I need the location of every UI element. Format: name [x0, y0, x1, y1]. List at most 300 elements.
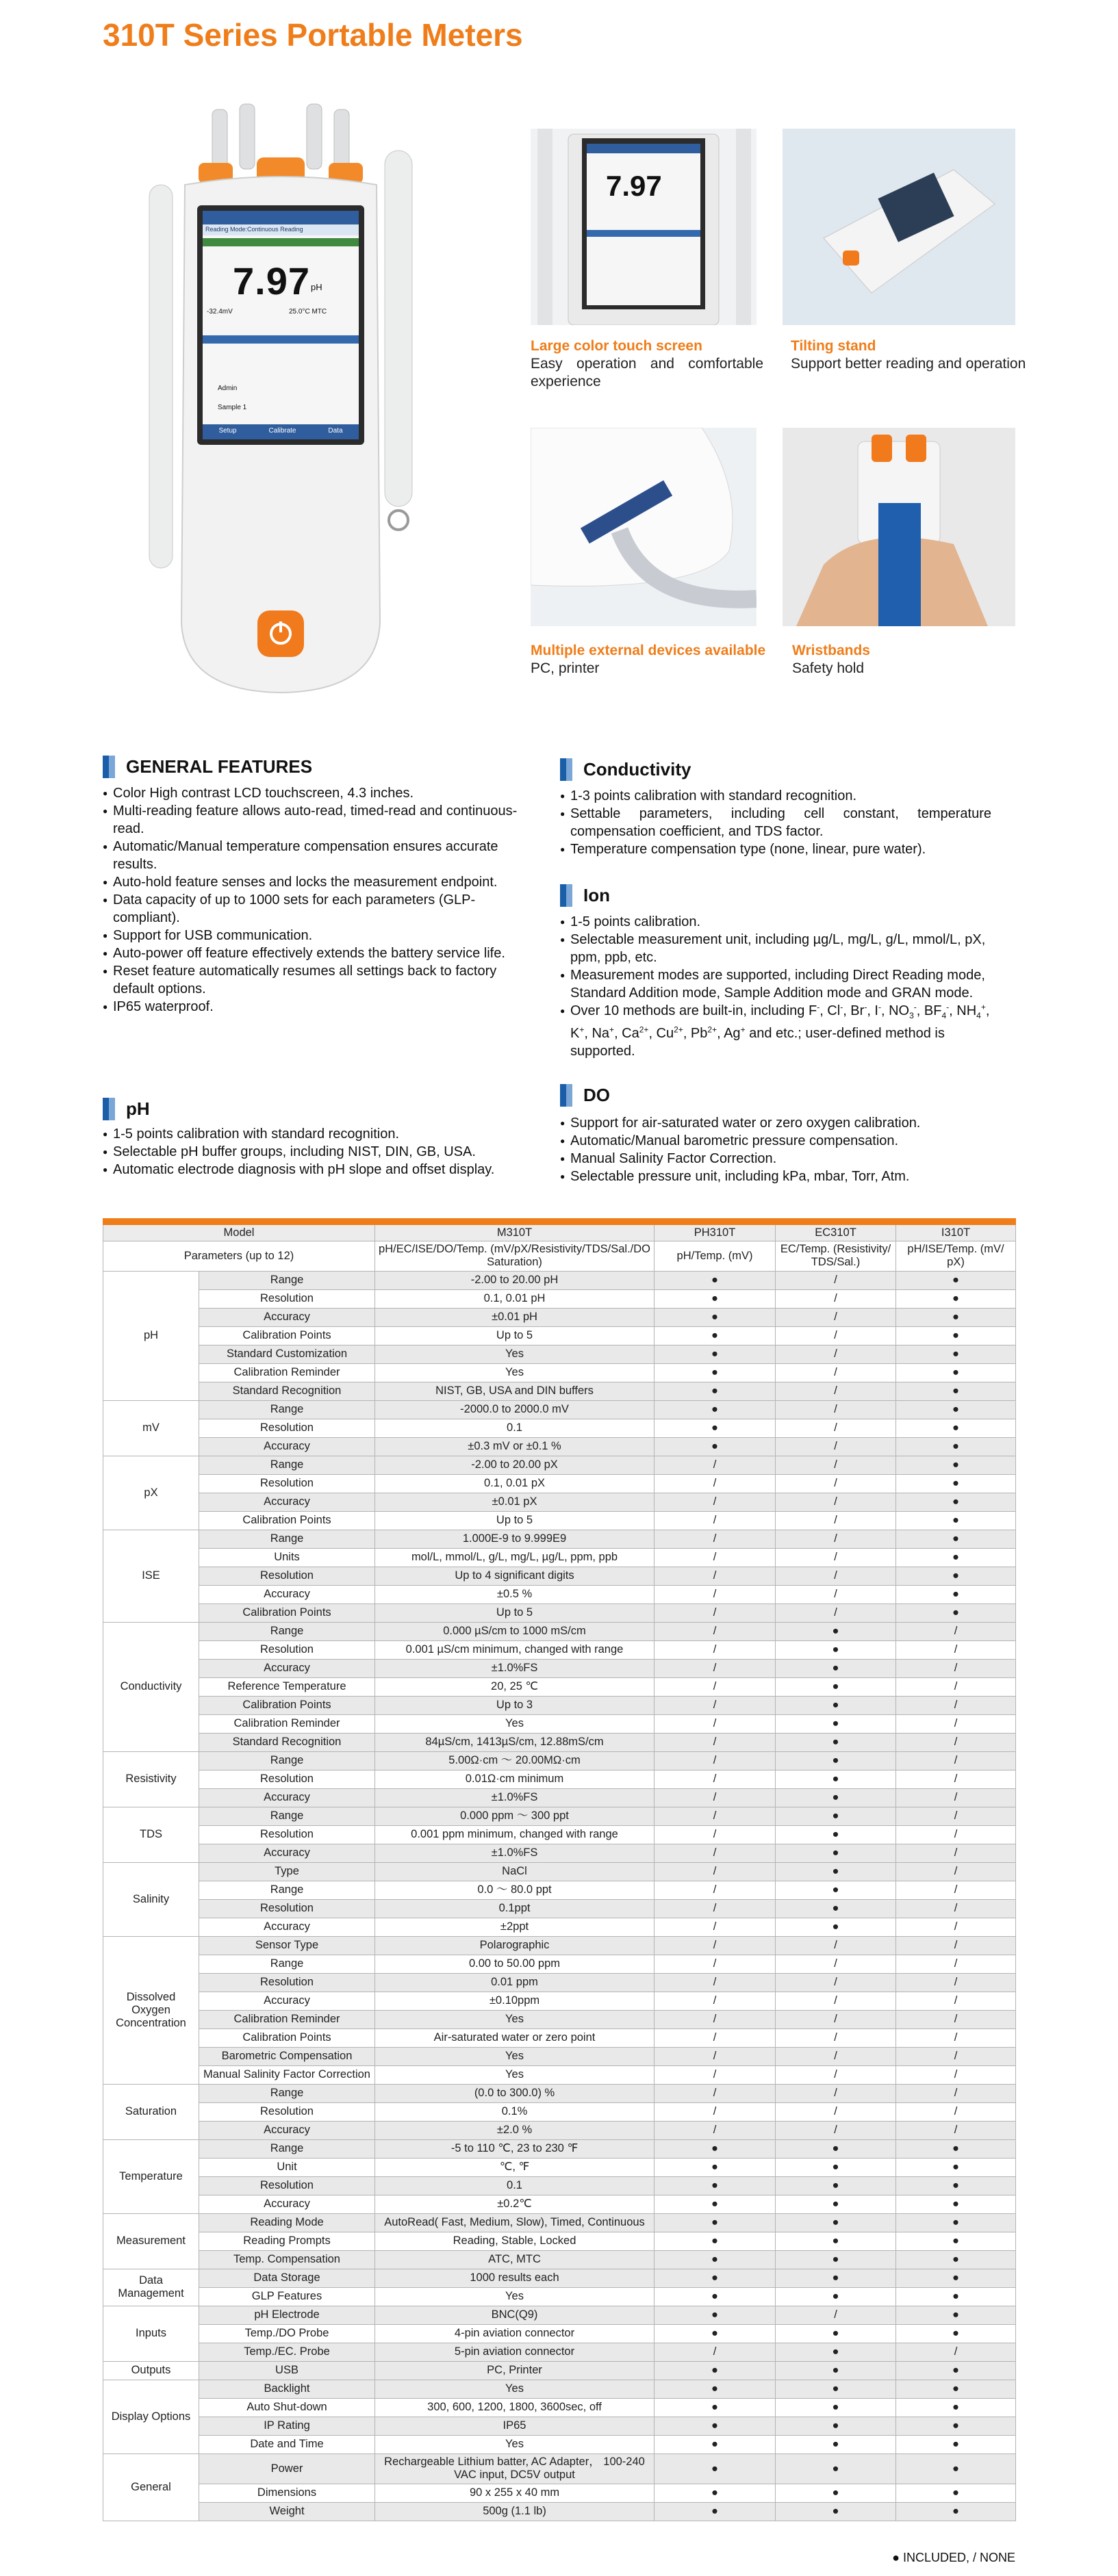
list-item: ● Selectable pH buffer groups, including NIST, DIN, GB, USA. — [103, 1143, 541, 1161]
table-cell: IP65 — [375, 2417, 655, 2435]
table-cell: 0.01Ω·cm minimum — [375, 1770, 655, 1788]
table-group-label: pH — [103, 1271, 199, 1400]
table-row — [103, 1881, 1016, 1899]
screen-temp: 25.0°C MTC — [289, 308, 327, 315]
table-cell: ±2.0 % — [375, 2121, 655, 2139]
table-cell: ● — [776, 1696, 896, 1714]
table-group-label: TDS — [103, 1807, 199, 1862]
table-cell: / — [655, 1844, 776, 1862]
table-cell: ● — [655, 2398, 776, 2417]
table-cell: Yes — [375, 2380, 655, 2398]
table-cell: Range — [199, 1881, 375, 1899]
table-cell: 1000 results each — [375, 2269, 655, 2287]
table-cell: ● — [655, 1419, 776, 1437]
table-cell: / — [896, 2343, 1016, 2361]
table-cell: / — [655, 1677, 776, 1696]
table-cell: / — [655, 1511, 776, 1530]
table-cell: ● — [896, 2232, 1016, 2250]
do-list — [560, 1114, 998, 1185]
table-header: PH310T — [655, 1222, 776, 1241]
table-cell: ● — [896, 2158, 1016, 2176]
table-group-label: Display Options — [103, 2380, 199, 2453]
table-cell: ● — [776, 1677, 896, 1696]
table-cell: / — [896, 2028, 1016, 2047]
screen-user: Admin — [218, 385, 238, 392]
table-cell: Calibration Reminder — [199, 2010, 375, 2028]
table-cell: / — [776, 1603, 896, 1622]
table-cell: / — [776, 1289, 896, 1308]
table-cell: Up to 4 significant digits — [375, 1567, 655, 1585]
table-cell: ● — [655, 2269, 776, 2287]
table-cell: / — [655, 1899, 776, 1918]
table-cell: Sensor Type — [199, 1936, 375, 1955]
screen-menu-data: Data — [328, 427, 343, 435]
table-cell: ● — [776, 2484, 896, 2502]
table-cell: / — [776, 1567, 896, 1585]
conductivity-list — [560, 787, 991, 858]
table-cell: / — [896, 1844, 1016, 1862]
table-header: I310T — [896, 1222, 1016, 1241]
feature-title-tilting-stand: Tilting stand — [791, 338, 876, 354]
table-row — [103, 1770, 1016, 1788]
heading-bar-icon — [560, 758, 572, 781]
list-item: ● Selectable measurement unit, including µg/L, mg/L, g/L, mmol/L, pX, ppm, ppb, etc. — [560, 931, 1002, 966]
table-row — [103, 1530, 1016, 1548]
table-cell: Range — [199, 1955, 375, 1973]
list-item: ● Auto-power off feature effectively extends the battery service life. — [103, 944, 535, 962]
table-cell: Up to 3 — [375, 1696, 655, 1714]
table-cell: Accuracy — [199, 1585, 375, 1603]
table-cell: Data Storage — [199, 2269, 375, 2287]
table-cell: 500g (1.1 lb) — [375, 2502, 655, 2521]
heading-bar-icon — [103, 756, 115, 778]
table-cell: / — [896, 1696, 1016, 1714]
table-row — [103, 1326, 1016, 1345]
table-row — [103, 2047, 1016, 2065]
table-row — [103, 1567, 1016, 1585]
table-cell: Reference Temperature — [199, 1677, 375, 1696]
table-cell: / — [655, 1825, 776, 1844]
list-item: ● Multi-reading feature allows auto-read, timed-read and continuous-read. — [103, 802, 535, 838]
table-cell: ● — [896, 1603, 1016, 1622]
table-cell: / — [896, 2010, 1016, 2028]
table-row — [103, 1659, 1016, 1677]
table-cell: (0.0 to 300.0) % — [375, 2084, 655, 2102]
table-group-label: Measurement — [103, 2213, 199, 2269]
table-cell: ● — [896, 2417, 1016, 2435]
table-cell: ● — [896, 2398, 1016, 2417]
table-cell: USB — [199, 2361, 375, 2380]
table-cell: mol/L, mmol/L, g/L, mg/L, µg/L, ppm, ppb — [375, 1548, 655, 1567]
table-cell: Resolution — [199, 1770, 375, 1788]
table-cell: ● — [776, 1844, 896, 1862]
screen-menu — [203, 427, 359, 435]
table-row — [103, 1677, 1016, 1696]
table-cell: Yes — [375, 1714, 655, 1733]
table-cell: Yes — [375, 2287, 655, 2306]
table-row — [103, 1603, 1016, 1622]
table-cell: / — [896, 1659, 1016, 1677]
table-cell: Polarographic — [375, 1936, 655, 1955]
table-cell: IP Rating — [199, 2417, 375, 2435]
list-item: ● 1-5 points calibration with standard recognition. — [103, 1125, 541, 1143]
table-cell: ● — [776, 2380, 896, 2398]
table-cell: / — [776, 2010, 896, 2028]
table-cell: / — [655, 1622, 776, 1640]
list-item: ● 1-3 points calibration with standard recognition. — [560, 787, 991, 805]
table-cell: ±1.0%FS — [375, 1659, 655, 1677]
table-cell: Calibration Reminder — [199, 1714, 375, 1733]
table-cell: ● — [896, 2176, 1016, 2195]
table-row — [103, 2084, 1016, 2102]
table-cell: ● — [896, 1363, 1016, 1382]
table-cell: ● — [896, 1289, 1016, 1308]
table-cell: ● — [655, 2158, 776, 2176]
table-cell: ● — [896, 1585, 1016, 1603]
table-cell: Backlight — [199, 2380, 375, 2398]
table-row — [103, 1955, 1016, 1973]
section-heading-conductivity: Conductivity — [560, 758, 691, 781]
table-cell: Range — [199, 1456, 375, 1474]
table-cell: 90 x 255 x 40 mm — [375, 2484, 655, 2502]
table-cell: Resolution — [199, 1474, 375, 1493]
table-cell: / — [655, 1474, 776, 1493]
section-heading-ph: pH — [103, 1098, 150, 1120]
table-cell: / — [655, 1751, 776, 1770]
table-cell: / — [655, 1585, 776, 1603]
table-cell: ● — [776, 2417, 896, 2435]
table-cell: ● — [896, 1326, 1016, 1345]
table-row — [103, 2484, 1016, 2502]
table-group-label: Temperature — [103, 2139, 199, 2213]
table-cell: ±0.01 pH — [375, 1308, 655, 1326]
table-cell: Resolution — [199, 1825, 375, 1844]
table-cell: ● — [655, 1289, 776, 1308]
table-cell: / — [655, 1456, 776, 1474]
table-cell: ● — [776, 2158, 896, 2176]
table-cell: / — [776, 1271, 896, 1289]
table-cell: / — [655, 1640, 776, 1659]
table-cell: ● — [655, 2324, 776, 2343]
table-legend: ● INCLUDED, / NONE — [892, 2551, 1015, 2564]
table-cell: Resolution — [199, 1640, 375, 1659]
table-cell: / — [776, 1437, 896, 1456]
table-cell: Yes — [375, 2065, 655, 2084]
table-cell: / — [776, 2065, 896, 2084]
table-cell: / — [655, 2065, 776, 2084]
table-row — [103, 1511, 1016, 1530]
table-row — [103, 2139, 1016, 2158]
table-row — [103, 2306, 1016, 2324]
table-cell: Up to 5 — [375, 1603, 655, 1622]
table-cell: ● — [896, 1567, 1016, 1585]
table-cell: 5-pin aviation connector — [375, 2343, 655, 2361]
table-cell: / — [776, 1992, 896, 2010]
table-cell: ● — [896, 2287, 1016, 2306]
table-cell: Accuracy — [199, 1788, 375, 1807]
table-cell: ● — [776, 2435, 896, 2453]
table-cell: ● — [655, 1400, 776, 1419]
table-cell: / — [776, 1548, 896, 1567]
table-row — [103, 1844, 1016, 1862]
table-row — [103, 1308, 1016, 1326]
table-cell: ● — [776, 1714, 896, 1733]
table-cell: 0.001 ppm minimum, changed with range — [375, 1825, 655, 1844]
table-cell: Auto Shut-down — [199, 2398, 375, 2417]
table-row — [103, 1751, 1016, 1770]
table-cell: / — [655, 1918, 776, 1936]
table-cell: / — [896, 1788, 1016, 1807]
table-cell: / — [655, 1936, 776, 1955]
table-cell: / — [655, 1992, 776, 2010]
table-cell: 0.1 — [375, 1419, 655, 1437]
table-cell: Accuracy — [199, 1992, 375, 2010]
table-cell: Yes — [375, 2047, 655, 2065]
table-row — [103, 1807, 1016, 1825]
table-cell: ±0.2℃ — [375, 2195, 655, 2213]
table-cell: 0.1 — [375, 2176, 655, 2195]
table-row — [103, 2028, 1016, 2047]
table-cell: ● — [776, 2398, 896, 2417]
table-group-label: mV — [103, 1400, 199, 1456]
table-row — [103, 1548, 1016, 1567]
table-cell: ● — [655, 2484, 776, 2502]
table-group-label: Outputs — [103, 2361, 199, 2380]
table-cell: NIST, GB, USA and DIN buffers — [375, 1382, 655, 1400]
table-cell: ● — [896, 2502, 1016, 2521]
table-cell: -2.00 to 20.00 pX — [375, 1456, 655, 1474]
table-cell: Calibration Reminder — [199, 1363, 375, 1382]
list-item: ● Reset feature automatically resumes all settings back to factory default options. — [103, 962, 535, 998]
table-row — [103, 1419, 1016, 1437]
table-cell: ● — [776, 2324, 896, 2343]
table-row — [103, 1899, 1016, 1918]
table-cell: / — [776, 2306, 896, 2324]
table-cell: ±0.3 mV or ±0.1 % — [375, 1437, 655, 1456]
screen-menu-setup: Setup — [218, 427, 237, 435]
table-cell: / — [776, 1955, 896, 1973]
table-cell: ● — [776, 1825, 896, 1844]
table-cell: Accuracy — [199, 2195, 375, 2213]
table-cell: 5.00Ω·cm ～ 20.00MΩ·cm — [375, 1751, 655, 1770]
table-cell: 0.01 ppm — [375, 1973, 655, 1992]
table-cell: Up to 5 — [375, 1326, 655, 1345]
table-cell: ● — [655, 2176, 776, 2195]
table-header: EC310T — [776, 1222, 896, 1241]
table-cell: / — [896, 2065, 1016, 2084]
section-heading-do: DO — [560, 1084, 610, 1107]
table-row — [103, 2121, 1016, 2139]
table-cell: Accuracy — [199, 1844, 375, 1862]
table-cell: ● — [776, 1622, 896, 1640]
table-cell: ● — [655, 2380, 776, 2398]
table-cell: ● — [655, 2195, 776, 2213]
table-cell: Accuracy — [199, 1493, 375, 1511]
table-row — [103, 1733, 1016, 1751]
table-row — [103, 2195, 1016, 2213]
table-cell: ATC, MTC — [375, 2250, 655, 2269]
table-row — [103, 1585, 1016, 1603]
table-cell: -5 to 110 ℃, 23 to 230 ℉ — [375, 2139, 655, 2158]
table-group-label: Inputs — [103, 2306, 199, 2361]
table-cell: ● — [776, 2269, 896, 2287]
table-cell: ±0.10ppm — [375, 1992, 655, 2010]
table-row — [103, 2176, 1016, 2195]
table-cell: Resolution — [199, 2176, 375, 2195]
product-image-meter — [144, 103, 418, 698]
table-cell: Range — [199, 2084, 375, 2102]
table-cell: / — [776, 1456, 896, 1474]
table-row — [103, 2380, 1016, 2398]
table-cell: ● — [655, 1382, 776, 1400]
table-row — [103, 1622, 1016, 1640]
svg-text:7.97: 7.97 — [606, 170, 662, 202]
table-cell: ● — [776, 1899, 896, 1918]
table-cell: / — [655, 1955, 776, 1973]
table-row — [103, 2232, 1016, 2250]
table-group-label: General — [103, 2453, 199, 2521]
table-cell: / — [896, 1918, 1016, 1936]
list-item: ● Data capacity of up to 1000 sets for each parameters (GLP-compliant). — [103, 891, 535, 927]
table-cell: BNC(Q9) — [375, 2306, 655, 2324]
table-cell: Resolution — [199, 1567, 375, 1585]
table-cell: ● — [896, 2484, 1016, 2502]
table-cell: / — [655, 2084, 776, 2102]
general-features-list — [103, 784, 535, 1016]
ph-list — [103, 1125, 541, 1178]
table-cell: ● — [896, 1474, 1016, 1493]
screen-unit: pH — [311, 282, 322, 292]
table-cell: ● — [655, 1345, 776, 1363]
table-cell: Yes — [375, 2010, 655, 2028]
table-cell: 4-pin aviation connector — [375, 2324, 655, 2343]
section-heading-general: GENERAL FEATURES — [103, 756, 312, 778]
table-cell: / — [655, 1567, 776, 1585]
table-cell: / — [776, 1400, 896, 1419]
table-cell: / — [896, 1807, 1016, 1825]
table-cell: Date and Time — [199, 2435, 375, 2453]
table-cell: / — [655, 2343, 776, 2361]
table-cell: / — [655, 1659, 776, 1677]
screen-mv: -32.4mV — [207, 308, 233, 315]
table-cell: ● — [655, 2213, 776, 2232]
table-cell: ● — [896, 2269, 1016, 2287]
table-cell: -2000.0 to 2000.0 mV — [375, 1400, 655, 1419]
table-cell: AutoRead( Fast, Medium, Slow), Timed, Continuous — [375, 2213, 655, 2232]
table-cell: ● — [655, 2435, 776, 2453]
table-cell: ±0.01 pX — [375, 1493, 655, 1511]
table-cell: / — [655, 1603, 776, 1622]
table-cell: 1.000E-9 to 9.999E9 — [375, 1530, 655, 1548]
table-cell: 0.000 µS/cm to 1000 mS/cm — [375, 1622, 655, 1640]
table-cell: Standard Recognition — [199, 1733, 375, 1751]
table-cell: Range — [199, 1622, 375, 1640]
table-cell: Air-saturated water or zero point — [375, 2028, 655, 2047]
table-cell: / — [655, 1548, 776, 1567]
feature-title-wristbands: Wristbands — [792, 643, 870, 658]
table-cell: / — [776, 1419, 896, 1437]
table-cell: ● — [776, 1770, 896, 1788]
table-cell: Calibration Points — [199, 2028, 375, 2047]
table-cell: / — [655, 2010, 776, 2028]
table-row — [103, 2324, 1016, 2343]
table-cell: / — [655, 1881, 776, 1899]
table-cell: / — [896, 1622, 1016, 1640]
table-cell: / — [655, 2047, 776, 2065]
table-cell: / — [896, 1751, 1016, 1770]
table-cell: 0.1% — [375, 2102, 655, 2121]
feature-desc-touch-screen: Easy operation and comfortable experience — [531, 356, 763, 389]
table-cell: / — [896, 1881, 1016, 1899]
page-title: 310T Series Portable Meters — [103, 17, 523, 53]
table-cell: / — [896, 1677, 1016, 1696]
list-item: ● Measurement modes are supported, including Direct Reading mode, Standard Addition mode, Sample Addition mode and GRAN mode. — [560, 966, 1002, 1002]
table-cell: ● — [655, 1363, 776, 1382]
table-group-label: Resistivity — [103, 1751, 199, 1807]
table-cell: Calibration Points — [199, 1326, 375, 1345]
table-cell: ● — [776, 2139, 896, 2158]
table-cell: ● — [655, 1271, 776, 1289]
table-cell: ● — [776, 2213, 896, 2232]
photo-wristbands — [783, 428, 1015, 626]
table-row — [103, 1363, 1016, 1382]
table-cell: Resolution — [199, 1973, 375, 1992]
table-cell: Range — [199, 1271, 375, 1289]
table-cell: ● — [896, 1419, 1016, 1437]
table-cell: ● — [776, 2453, 896, 2484]
table-cell: ● — [776, 1751, 896, 1770]
table-cell: 84µS/cm, 1413µS/cm, 12.88mS/cm — [375, 1733, 655, 1751]
table-cell: Weight — [199, 2502, 375, 2521]
photo-touch-screen — [531, 129, 757, 325]
table-cell: ● — [896, 1437, 1016, 1456]
table-group-label: pX — [103, 1456, 199, 1530]
table-cell: / — [776, 1363, 896, 1382]
table-cell: 0.00 to 50.00 ppm — [375, 1955, 655, 1973]
table-cell: Temp. Compensation — [199, 2250, 375, 2269]
table-cell: Reading, Stable, Locked — [375, 2232, 655, 2250]
table-cell: ● — [776, 1918, 896, 1936]
table-cell: ● — [896, 2435, 1016, 2453]
table-cell: Temp./DO Probe — [199, 2324, 375, 2343]
table-cell: / — [776, 1585, 896, 1603]
table-row — [103, 1382, 1016, 1400]
table-cell: pH/EC/ISE/DO/Temp. (mV/pX/Resistivity/TDS/Sal./DO Saturation) — [375, 1241, 655, 1271]
table-row — [103, 1714, 1016, 1733]
table-cell: / — [776, 1308, 896, 1326]
table-cell: ● — [896, 2361, 1016, 2380]
table-cell: / — [896, 2121, 1016, 2139]
table-cell: / — [776, 1326, 896, 1345]
table-cell: ● — [896, 2213, 1016, 2232]
table-group-label: Dissolved Oxygen Concentration — [103, 1936, 199, 2084]
table-cell: / — [776, 2084, 896, 2102]
table-cell: ● — [655, 1308, 776, 1326]
feature-desc-wristbands: Safety hold — [792, 660, 865, 676]
table-cell: Power — [199, 2453, 375, 2484]
list-item: ● Support for air-saturated water or zero oxygen calibration. — [560, 1114, 998, 1132]
table-cell: ● — [896, 2250, 1016, 2269]
table-cell: ● — [896, 1456, 1016, 1474]
table-cell: Parameters (up to 12) — [103, 1241, 375, 1271]
list-item: ● Settable parameters, including cell constant, temperature compensation coefficient, and TDS factor. — [560, 805, 991, 840]
table-cell: ● — [896, 1530, 1016, 1548]
table-cell: ● — [655, 2417, 776, 2435]
table-cell: / — [896, 1899, 1016, 1918]
table-row — [103, 1640, 1016, 1659]
spec-table — [103, 1218, 1016, 2521]
table-cell: Dimensions — [199, 2484, 375, 2502]
